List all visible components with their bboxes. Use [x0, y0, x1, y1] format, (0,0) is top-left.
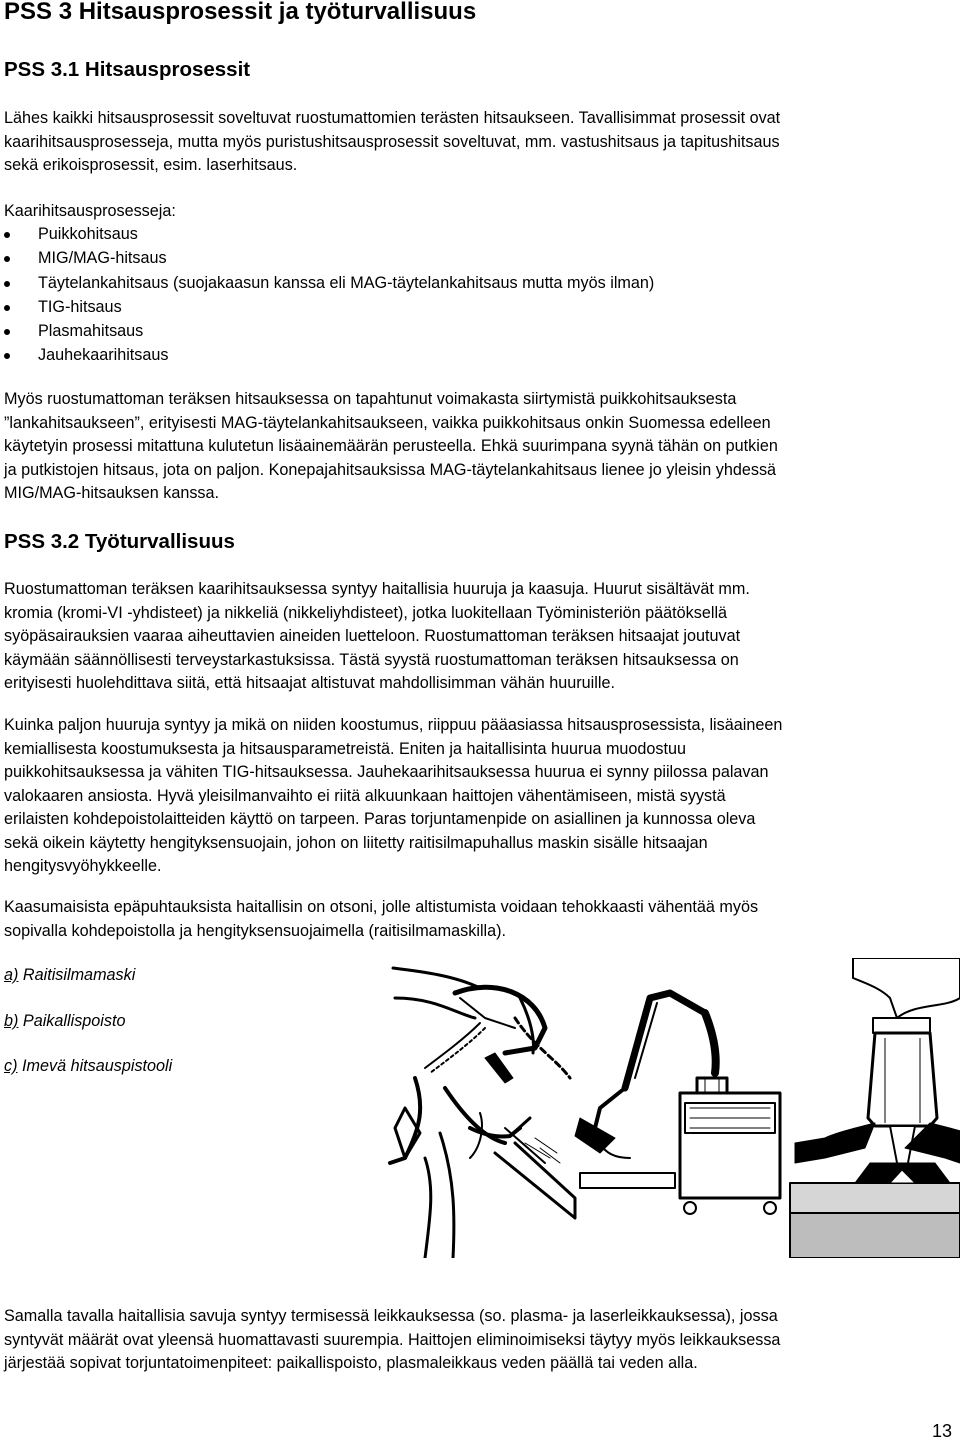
text-line: syntyvät määrät ovat yleensä huomattavasti suurempia. Haittojen eliminoimiseksi täytyy myös leikkauksessa	[4, 1330, 781, 1349]
bullet-icon	[4, 353, 10, 359]
text-line: käytetyin prosessi mitattuna kulutetun lisäainemäärän perusteella. Ehkä suurimpana syynä tähän on putkien	[4, 437, 778, 455]
list-item: Jauhekaarihitsaus	[0, 343, 654, 367]
text-line: valokaaren ansiosta. Hyvä yleisilmanvaihto ei riitä alkuunkaan haittojen vähentämiseen, mistä syystä	[4, 786, 726, 805]
list-label: Kaarihitsausprosesseja:	[4, 202, 176, 220]
text-line: erilaisten kohdepoistolaitteiden käyttö on tarpeen. Paras torjuntamenpide on asiallinen ja kunnossa oleva	[4, 810, 756, 828]
page-title: PSS 3 Hitsausprosessit ja työturvallisuus	[4, 0, 477, 25]
bullet-icon	[4, 305, 10, 311]
text-line: kromia (kromi-VI -yhdisteet) ja nikkeliä (nikkeliyhdisteet), jotka luokitellaan Työministeriön päätöksellä	[4, 603, 728, 622]
text-line: MIG/MAG-hitsauksen kanssa.	[4, 484, 220, 502]
caption-text: Paikallispoisto	[22, 1012, 126, 1030]
process-list	[0, 222, 654, 368]
bullet-icon	[4, 281, 10, 287]
welding-protection-illustration	[385, 958, 960, 1258]
text-line: puikkohitsauksessa ja vähiten TIG-hitsauksessa. Jauhekaarihitsauksessa huurua ei synny piilossa palavan	[4, 763, 769, 781]
text-line: Kuinka paljon huuruja syntyy ja mikä on niiden koostumus, riippuu pääasiassa hitsausprosessista, lisäaineen	[4, 716, 783, 734]
text-line: Kaasumaisista epäpuhtauksista haitallisin on otsoni, jolle altistumista voidaan tehokkaasti vähentää myös	[4, 898, 759, 916]
text-line: Myös ruostumattoman teräksen hitsauksessa on tapahtunut voimakasta siirtymistä puikkohitsauksesta	[4, 390, 737, 408]
page-number: 13	[931, 1421, 952, 1441]
text-line: järjestää sopivat torjuntatoimenpiteet: paikallispoisto, plasmaleikkaus veden päällä tai veden alla.	[4, 1354, 698, 1372]
list-item: Plasmahitsaus	[0, 319, 654, 343]
text-line: hengitysvyöhykkeelle.	[4, 857, 162, 875]
section-heading-3-2: PSS 3.2 Työturvallisuus	[4, 530, 235, 553]
paragraph-mig-mag	[4, 388, 956, 506]
caption-text: Raitisilmamaski	[22, 966, 136, 984]
text-line: ja putkistojen hitsaus, jota on paljon. Konepajahitsauksissa MAG-täytelankahitsaus lienee jo yleisin yhdessä	[4, 460, 777, 479]
bullet-icon	[4, 329, 10, 335]
text-line: sopivalla kohdepoistolla ja hengityksensuojaimella (raitisilmamaskilla).	[4, 921, 507, 940]
paragraph-ozone	[4, 896, 956, 943]
list-item: MIG/MAG-hitsaus	[0, 246, 654, 270]
paragraph-thermal-cutting	[4, 1305, 956, 1376]
text-line: kaarihitsausprosesseja, mutta myös puristushitsausprosessit soveltuvat, mm. vastushitsaus ja tapitushitsaus	[4, 132, 780, 151]
text-line: ”lankahitsaukseen”, erityisesti MAG-täytelankahitsaukseen, vaikka puikkohitsaus onkin Suomessa edelleen	[4, 413, 771, 432]
text-line: Ruostumattoman teräksen kaarihitsauksessa syntyy haitallisia huuruja ja kaasuja. Huurut sisältävät mm.	[4, 580, 750, 598]
section-heading-3-1: PSS 3.1 Hitsausprosessit	[4, 58, 251, 81]
bullet-icon	[4, 256, 10, 262]
text-line: kemiallisesta koostumuksesta ja hitsausparametreistä. Eniten ja haitallisinta huurua muodostuu	[4, 739, 687, 758]
text-line: käymään säännöllisesti terveystarkastuksissa. Tästä syystä ruostumattoman teräksen hitsauksessa on	[4, 650, 739, 669]
list-item: Puikkohitsaus	[0, 222, 654, 246]
text-line: Samalla tavalla haitallisia savuja syntyy termisessä leikkauksessa (so. plasma- ja laserleikkauksessa), jossa	[4, 1307, 778, 1325]
paragraph-fumes	[4, 578, 956, 696]
caption-letter: b)	[4, 1012, 19, 1030]
text-line: erityisesti huolehdittava siitä, että hitsaajat altistuvat mahdollisimman vähän huuruille.	[4, 674, 615, 692]
text-line: Lähes kaikki hitsausprosessit soveltuvat ruostumattomien terästen hitsaukseen. Tavallisimmat prosessit ovat	[4, 109, 781, 127]
paragraph-intro	[4, 107, 956, 178]
text-line: syöpäsairauksien vaaraa aiheuttavien aineiden luetteloon. Ruostumattoman teräksen hitsaajat joutuvat	[4, 627, 741, 645]
bullet-icon	[4, 232, 10, 238]
text-line: sekä oikein käytetty hengityksensuojain, johon on liitetty raitisilmapuhallus maskin sisälle hitsaajan	[4, 833, 708, 852]
caption-text: Imevä hitsauspistooli	[21, 1057, 173, 1075]
caption-b	[4, 1012, 125, 1031]
caption-letter: a)	[4, 966, 19, 984]
caption-a	[4, 966, 135, 985]
list-item: TIG-hitsaus	[0, 295, 654, 319]
text-line: sekä erikoisprosessit, esim. laserhitsaus.	[4, 156, 298, 174]
caption-c	[4, 1057, 172, 1076]
caption-letter: c)	[4, 1057, 18, 1075]
paragraph-composition	[4, 714, 956, 879]
list-item: Täytelankahitsaus (suojakaasun kanssa eli MAG-täytelankahitsaus mutta myös ilman)	[0, 271, 654, 295]
